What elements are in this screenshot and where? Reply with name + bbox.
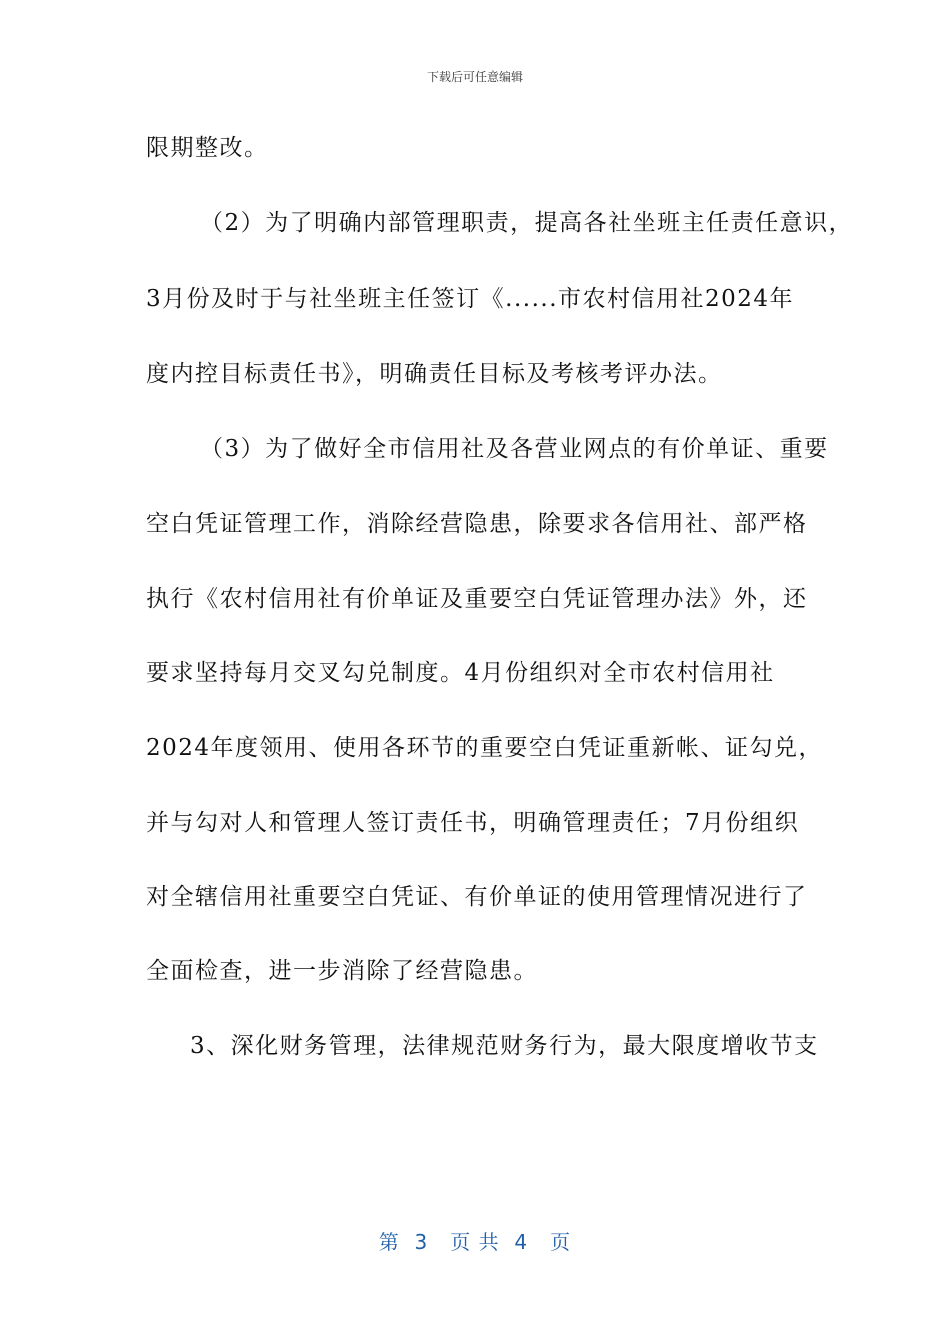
body-line: 并与勾对人和管理人签订责任书，明确管理责任；7月份组织 [146, 810, 800, 836]
body-line: （2）为了明确内部管理职责，提高各社坐班主任责任意识， [200, 210, 854, 236]
body-line: 执行《农村信用社有价单证及重要空白凭证管理办法》外，还 [146, 586, 808, 612]
body-line: （3）为了做好全市信用社及各营业网点的有价单证、重要 [200, 436, 829, 462]
body-line: 对全辖信用社重要空白凭证、有价单证的使用管理情况进行了 [146, 884, 808, 910]
body-line: 2024年度领用、使用各环节的重要空白凭证重新帐、证勾兑， [146, 735, 824, 761]
body-line: 全面检查，进一步消除了经营隐患。 [146, 958, 538, 984]
body-line: 要求坚持每月交叉勾兑制度。4月份组织对全市农村信用社 [146, 660, 775, 686]
body-line: 3、深化财务管理，法律规范财务行为，最大限度增收节支 [190, 1033, 819, 1059]
body-line: 空白凭证管理工作，消除经营隐患，除要求各信用社、部严格 [146, 511, 808, 537]
page-number: 第 3 页 共 4 页 [378, 1230, 572, 1254]
body-line: 3月份及时于与社坐班主任签订《......市农村信用社2024年 [146, 286, 795, 312]
body-line: 度内控目标责任书》，明确责任目标及考核考评办法。 [146, 361, 723, 387]
body-line: 限期整改。 [146, 135, 269, 161]
header-note: 下载后可任意编辑 [426, 70, 523, 84]
